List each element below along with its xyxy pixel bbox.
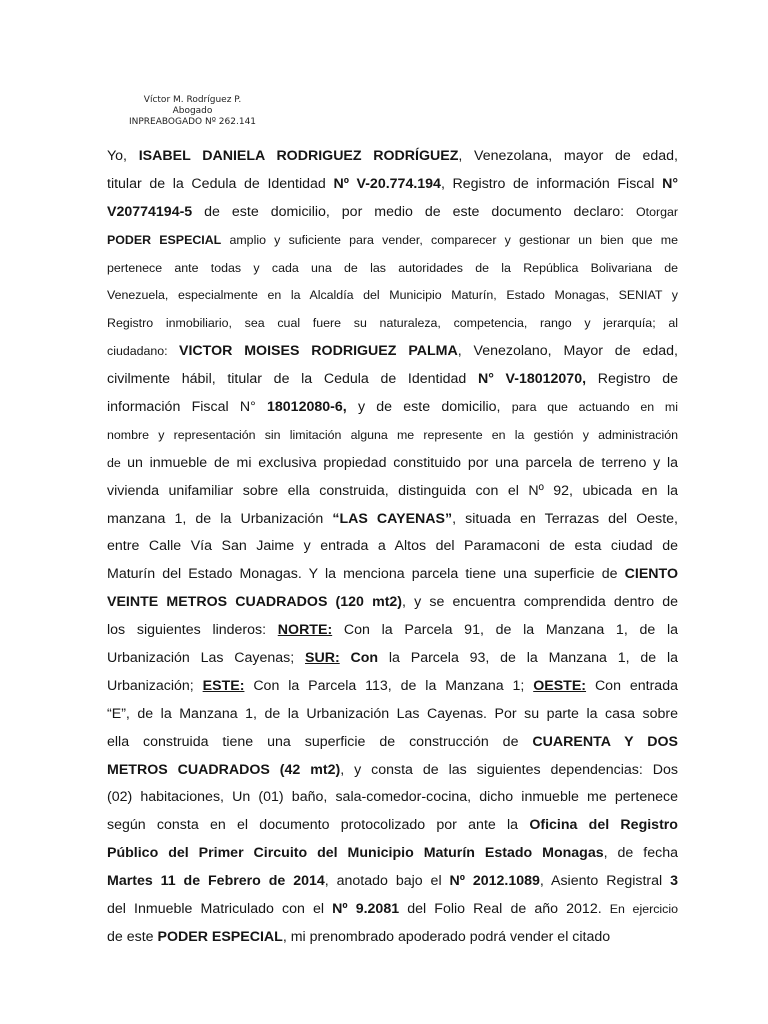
text-segment: PODER ESPECIAL — [157, 928, 283, 945]
text-segment: la Parcela 93, de la Manzana 1, de la — [378, 650, 678, 667]
text-segment: , anotado bajo el — [324, 873, 450, 890]
body-line — [107, 701, 678, 729]
body-line — [107, 673, 678, 701]
text-segment: , y se encuentra comprendida dentro de — [402, 594, 678, 611]
text-segment: Martes 11 de Febrero de 2014 — [107, 873, 325, 890]
text-segment: ella construida tiene una superficie de construcción de — [107, 733, 533, 750]
text-segment: información Fiscal N° — [107, 399, 268, 416]
text-segment: de este — [107, 928, 158, 945]
letterhead-registration: INPREABOGADO Nº 262.141 — [128, 117, 257, 127]
body-line — [107, 227, 678, 255]
text-segment: OESTE: — [533, 677, 587, 694]
text-segment: un inmueble de mi exclusiva propiedad constituido por una parcela de terreno y la — [127, 454, 678, 471]
text-segment: 18012080-6, — [267, 399, 347, 416]
text-segment: manzana 1, de la Urbanización — [107, 510, 333, 527]
document-body — [107, 143, 678, 952]
text-segment: nombre y representación sin limitación alguna me represente en la gestión y administración — [107, 427, 678, 442]
body-line — [107, 143, 678, 171]
text-segment: , Asiento Registral — [539, 873, 671, 890]
text-segment: , de fecha — [603, 845, 678, 862]
text-segment: civilmente hábil, titular de la Cedula de Identidad — [107, 371, 478, 388]
letterhead-name: Víctor M. Rodríguez P. — [143, 95, 242, 105]
text-segment: según consta en el documento protocolizado por ante la — [107, 817, 530, 834]
text-segment: titular de la Cedula de Identidad — [107, 175, 334, 192]
text-segment: , Venezolana, mayor de edad, — [458, 148, 678, 164]
text-segment: , situada en Terrazas del Oeste, — [452, 510, 678, 527]
text-segment: Urbanización Las Cayenas; — [107, 650, 306, 667]
body-line — [107, 589, 678, 617]
body-line — [107, 896, 678, 924]
text-segment: , Venezolano, Mayor de edad, — [457, 343, 678, 360]
text-segment: Con — [339, 650, 379, 667]
text-segment: (02) habitaciones, Un (01) baño, sala-comedor-cocina, dicho inmueble me pertenece — [107, 789, 678, 806]
text-segment: CIENTO — [624, 566, 678, 583]
text-segment: “LAS CAYENAS” — [332, 510, 453, 527]
body-line — [107, 533, 678, 561]
text-segment: Oficina del Registro — [529, 817, 678, 834]
text-segment: Público del Primer Circuito del Municipio Maturín Estado Monagas — [107, 845, 604, 862]
text-segment: Con la Parcela 113, de la Manzana 1; — [244, 677, 534, 694]
text-segment: “E”, de la Manzana 1, de la Urbanización Las Cayenas. Por su parte la casa sobre — [107, 705, 678, 722]
text-segment: , y consta de las siguientes dependencias: Dos — [340, 761, 678, 778]
text-segment: Maturín del Estado Monagas. Y la menciona parcela tiene una superficie de — [107, 566, 625, 583]
text-segment: En ejercicio — [609, 902, 678, 917]
text-segment: entre Calle Vía San Jaime y entrada a Altos del Paramaconi de esta ciudad de — [107, 538, 678, 555]
letterhead — [110, 95, 275, 128]
body-line — [107, 924, 678, 952]
text-segment: , mi prenombrado apoderado podrá vender el citado — [282, 928, 611, 945]
text-segment: los siguientes linderos: — [107, 622, 278, 639]
body-line — [107, 506, 678, 534]
body-line — [107, 199, 678, 227]
text-segment: ESTE: — [202, 677, 245, 694]
body-line — [107, 171, 678, 199]
text-segment: VICTOR MOISES RODRIGUEZ PALMA — [179, 343, 458, 360]
body-line — [107, 757, 678, 785]
letterhead-title: Abogado — [172, 106, 213, 116]
body-line — [107, 478, 678, 506]
text-segment: Con la Parcela 91, de la Manzana 1, de la — [332, 622, 678, 639]
body-line — [107, 255, 678, 283]
body-line — [107, 812, 678, 840]
text-segment: Nº 2012.1089 — [449, 873, 540, 890]
body-line — [107, 868, 678, 896]
text-segment: V20774194-5 — [107, 203, 193, 220]
body-line — [107, 645, 678, 673]
text-segment: amplio y suficiente para vender, comparecer y gestionar un bien que me — [221, 232, 678, 247]
body-line — [107, 310, 678, 338]
body-line — [107, 729, 678, 757]
body-line — [107, 422, 678, 450]
text-segment: 3 — [670, 873, 678, 890]
text-segment: ciudadano: — [107, 344, 180, 359]
text-segment: Venezuela, especialmente en la Alcaldía del Municipio Maturín, Estado Monagas, SENIAT y — [107, 288, 678, 303]
text-segment: del Folio Real de año 2012. — [399, 901, 610, 918]
body-line — [107, 617, 678, 645]
text-segment: Nº 9.2081 — [332, 901, 400, 918]
body-line — [107, 784, 678, 812]
text-segment: N° — [662, 175, 678, 192]
text-segment: Registro inmobiliario, sea cual fuere su naturaleza, competencia, rango y jerarquía; al — [107, 316, 678, 331]
text-segment: de — [107, 455, 128, 470]
text-segment: de este domicilio, por medio de este documento declaro: — [192, 203, 636, 220]
text-segment: N° V-18012070, — [477, 371, 587, 388]
text-segment: para que actuando en mi — [511, 400, 678, 415]
body-line — [107, 366, 678, 394]
text-segment: Otorgar — [635, 204, 678, 219]
body-line — [107, 394, 678, 422]
body-line — [107, 561, 678, 589]
text-segment: y de este domicilio, — [346, 399, 512, 416]
text-segment: Nº V-20.774.194 — [333, 175, 441, 192]
text-segment: vivienda unifamiliar sobre ella construida, distinguida con el Nº 92, ubicada en la — [107, 482, 678, 499]
text-segment: SUR: — [305, 650, 340, 667]
text-segment: Yo, — [107, 148, 139, 164]
text-segment: METROS CUADRADOS (42 mt2) — [107, 761, 341, 778]
body-line — [107, 338, 678, 366]
text-segment: , Registro de información Fiscal — [440, 175, 663, 192]
body-line — [107, 282, 678, 310]
body-line — [107, 450, 678, 478]
text-segment: Con entrada — [586, 677, 678, 694]
text-segment: CUARENTA Y DOS — [532, 733, 678, 750]
body-line — [107, 840, 678, 868]
text-segment: NORTE: — [277, 622, 333, 639]
text-segment: VEINTE METROS CUADRADOS (120 mt2) — [107, 594, 403, 611]
text-segment: ISABEL DANIELA RODRIGUEZ RODRÍGUEZ — [138, 148, 459, 164]
text-segment: Registro de — [586, 371, 678, 388]
text-segment: Urbanización; — [107, 677, 203, 694]
text-segment: PODER ESPECIAL — [107, 232, 222, 247]
text-segment: del Inmueble Matriculado con el — [107, 901, 333, 918]
text-segment: pertenece ante todas y cada una de las autoridades de la República Bolivariana de — [107, 260, 678, 275]
